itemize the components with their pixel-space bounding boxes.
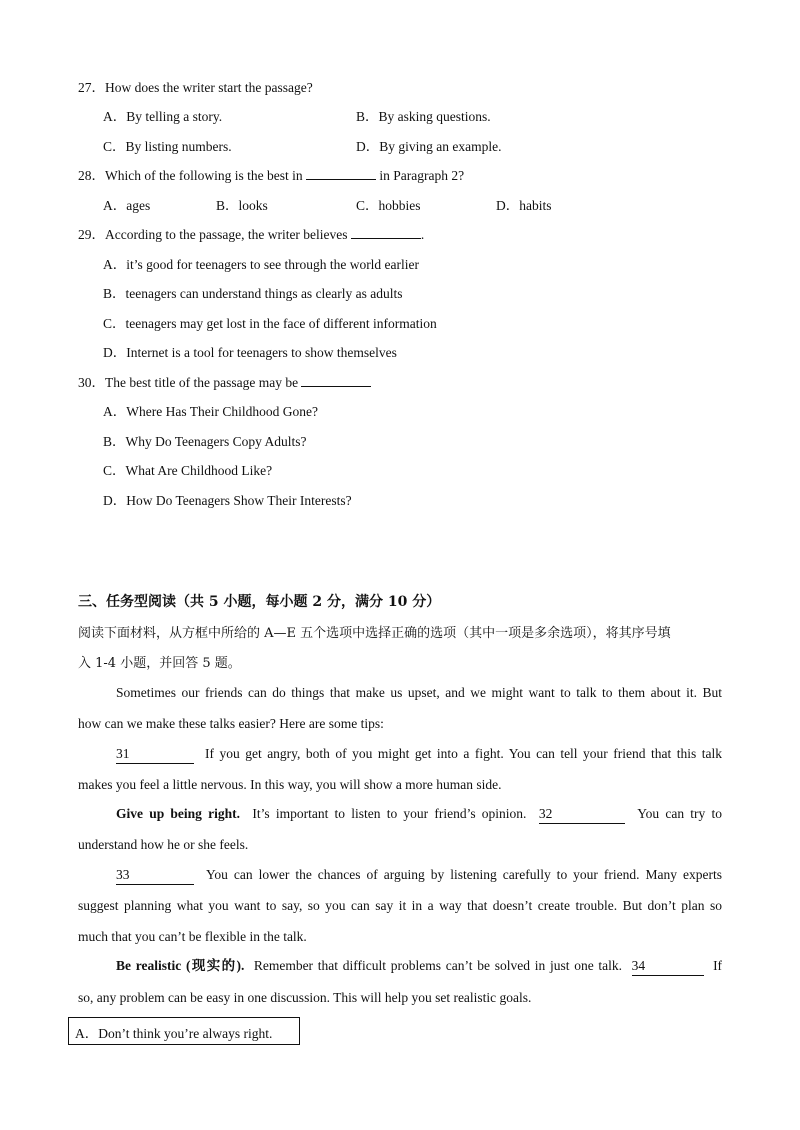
- q28-option-d: D．habits: [496, 198, 552, 213]
- answer-blank: [351, 226, 421, 239]
- q30-option-b: B．Why Do Teenagers Copy Adults?: [103, 434, 307, 449]
- q27-option-d: D．By giving an example.: [356, 139, 502, 154]
- q28-option-a: A．ages: [103, 198, 151, 213]
- q30-option-d: D．How Do Teenagers Show Their Interests?: [103, 493, 352, 508]
- passage-p2-line2: makes you feel a little nervous. In this way, you will show a more human side.: [78, 777, 502, 792]
- passage-p5-line2: so, any problem can be easy in one discussion. This will help you set realistic goals.: [78, 990, 532, 1005]
- section-heading: 三、任务型阅读（共 5 小题，每小题 2 分，满分 10 分）: [78, 594, 441, 610]
- passage-p4-line2: suggest planning what you want to say, so you can say it in a way that doesn’t create trouble. But don’t plan so: [78, 898, 722, 913]
- q29-option-b: B．teenagers can understand things as clearly as adults: [103, 286, 403, 301]
- blank-31: 31: [116, 745, 194, 764]
- passage-p1-line2: how can we make these talks easier? Here are some tips:: [78, 716, 384, 731]
- option-a: A．Don’t think you’re always right.: [75, 1026, 273, 1041]
- question-27: 27．How does the writer start the passage?: [78, 80, 313, 95]
- q27-option-a: A．By telling a story.: [103, 109, 223, 124]
- question-28: 28．Which of the following is the best in in Paragraph 2?: [78, 168, 465, 183]
- question-30: 30．The best title of the passage may be: [78, 374, 371, 392]
- blank-32: 32: [539, 805, 625, 824]
- q28-option-b: B．looks: [216, 198, 268, 213]
- q30-option-c: C．What Are Childhood Like?: [103, 463, 273, 478]
- options-box: [68, 1017, 300, 1045]
- q28-option-c: C．hobbies: [356, 198, 421, 213]
- section-instruction-cont: 入 1-4 小题，并回答 5 题。: [78, 656, 241, 671]
- passage-p1-line1: Sometimes our friends can do things that make us upset, and we might want to talk to them about it. But: [116, 685, 722, 700]
- passage-p5-line1: Be realistic (现实的). Remember that difficult problems can’t be solved in just one talk. 34 If: [116, 958, 723, 974]
- blank-33: 33: [116, 866, 194, 885]
- passage-p3-line1: Give up being right. It’s important to listen to your friend’s opinion. 32 You can try to: [116, 805, 722, 824]
- section-instruction: 阅读下面材料，从方框中所给的 A—E 五个选项中选择正确的选项（其中一项是多余选项），将其序号填: [78, 626, 671, 641]
- answer-blank: [301, 374, 371, 387]
- q29-option-a: A．it’s good for teenagers to see through the world earlier: [103, 257, 420, 272]
- q30-option-a: A．Where Has Their Childhood Gone?: [103, 404, 318, 419]
- question-29: 29．According to the passage, the writer believes .: [78, 227, 425, 242]
- q29-option-d: D．Internet is a tool for teenagers to show themselves: [103, 345, 397, 360]
- passage-p4-line1: 33 You can lower the chances of arguing by listening carefully to your friend. Many experts: [116, 866, 722, 885]
- q27-option-b: B．By asking questions.: [356, 109, 491, 124]
- q27-option-c: C．By listing numbers.: [103, 139, 232, 154]
- q29-option-c: C．teenagers may get lost in the face of different information: [103, 316, 437, 331]
- passage-p3-line2: understand how he or she feels.: [78, 837, 249, 852]
- blank-34: 34: [632, 957, 704, 976]
- answer-blank: [306, 167, 376, 180]
- passage-p2-line1: 31 If you get angry, both of you might get into a fight. You can tell your friend that this talk: [116, 745, 722, 764]
- passage-p4-line3: much that you can’t be flexible in the talk.: [78, 929, 307, 944]
